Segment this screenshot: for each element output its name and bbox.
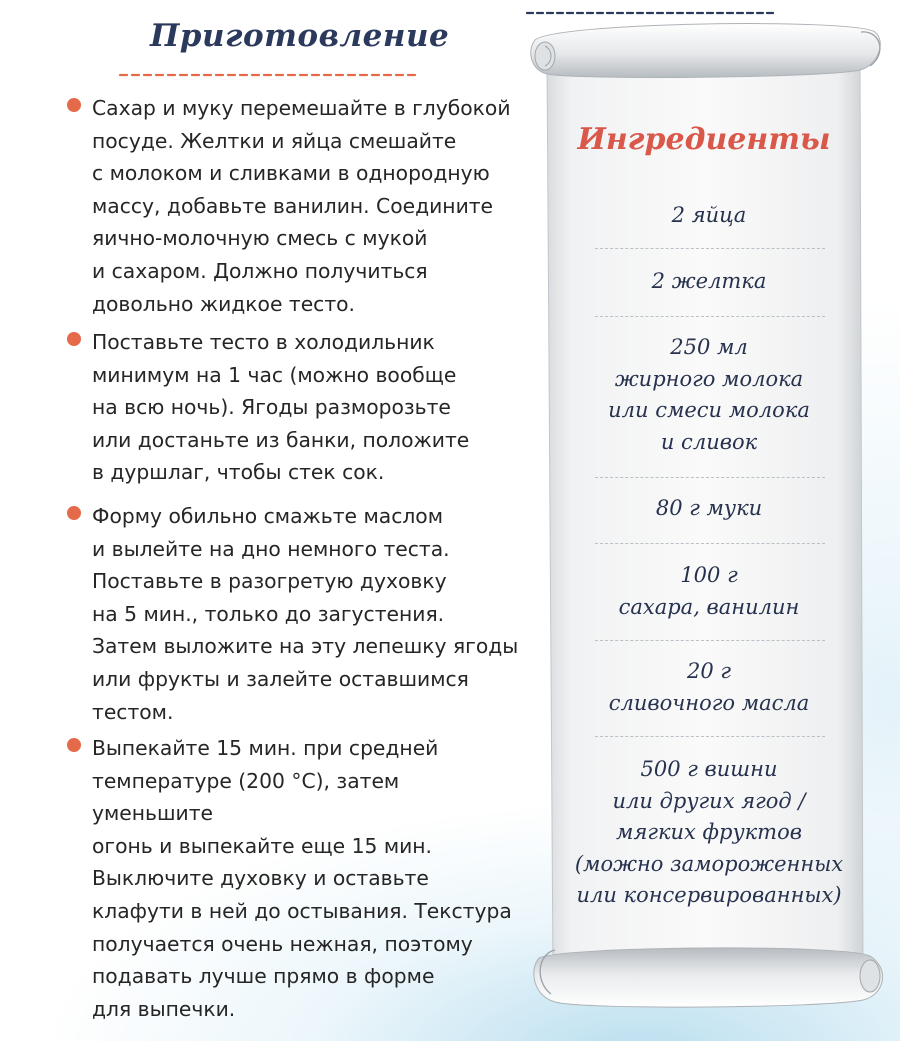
ingredient-divider xyxy=(595,477,825,480)
bullet-dot-icon xyxy=(67,98,81,112)
method-step xyxy=(92,732,522,1025)
ingredient-divider xyxy=(595,248,825,251)
ingredient-divider xyxy=(595,736,825,739)
ingredient-item: 2 яйца xyxy=(671,203,747,227)
method-title: Приготовление xyxy=(150,18,450,54)
method-step-text: Форму обильно смажьте маслом и вылейте на дно немного теста. Поставьте в разогретую духовку на 5 мин., только до загустения. Затем выложите на эту лепешку ягоды или фрукты и залейте оставшимся тестом. xyxy=(92,504,519,724)
ingredient-divider xyxy=(595,640,825,643)
method-step xyxy=(92,92,522,320)
ingredient-item: 100 г сахара, ванилин xyxy=(618,563,800,619)
ingredient-divider xyxy=(595,543,825,546)
bullet-dot-icon xyxy=(67,738,81,752)
method-step xyxy=(92,326,522,489)
ingredient-item: 2 желтка xyxy=(651,269,767,293)
ingredient-item: 80 г муки xyxy=(655,496,763,520)
method-step-text: Сахар и муку перемешайте в глубокой посуде. Желтки и яйца смешайте с молоком и сливками в однородную массу, добавьте ванилин. Соедините яично-молочную смесь с мукой и сахаром. Должно получиться довольно жидкое тесто. xyxy=(92,96,511,316)
ingredient-item: 500 г вишни или других ягод / мягких фруктов (можно замороженных или консервированных) xyxy=(574,757,844,907)
ingredients-title: Ингредиенты xyxy=(577,122,831,157)
bullet-dot-icon xyxy=(67,506,81,520)
ingredient-item: 250 мл жирного молока или смеси молока и сливок xyxy=(608,335,810,454)
method-title-underline xyxy=(118,72,418,78)
method-step-text: Выпекайте 15 мин. при средней температуре (200 °С), затем уменьшите огонь и выпекайте еще 15 мин. Выключите духовку и оставьте клафути в ней до остывания. Текстура получается очень нежная, поэтому подавать лучше прямо в форме для выпечки. xyxy=(92,736,512,1021)
ingredient-divider xyxy=(595,316,825,319)
bullet-dot-icon xyxy=(67,332,81,346)
ingredients-scroll xyxy=(525,10,900,1020)
method-step xyxy=(92,500,522,728)
ingredient-item: 20 г сливочного масла xyxy=(608,659,810,715)
ingredients-title-underline xyxy=(525,10,775,16)
method-step-text: Поставьте тесто в холодильник минимум на 1 час (можно вообще на всю ночь). Ягоды разморозьте или достаньте из банки, положите в дуршлаг, чтобы стек сок. xyxy=(92,330,470,485)
